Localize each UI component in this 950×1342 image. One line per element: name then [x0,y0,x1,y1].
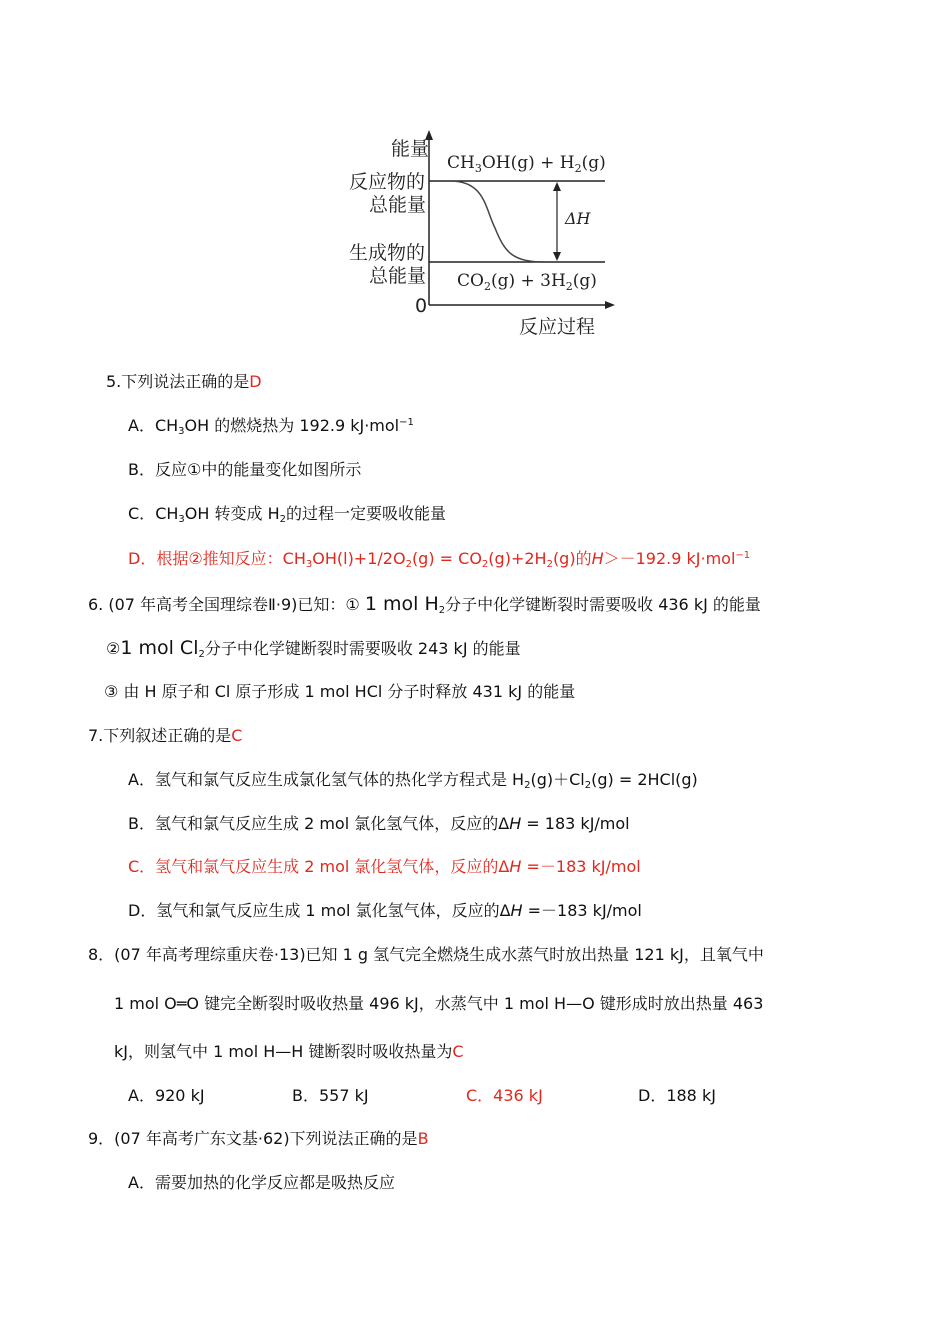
q7-stem: 7.下列叙述正确的是C [88,726,243,745]
q5-option-c: C．$CH_3OH$ 转变成 $H_2$的过程一定要吸收能量 [128,504,446,525]
reactant-formula: $CH_3OH(g) + H_2(g)$ [447,153,606,175]
q8-line-1: 8．(07 年高考理综重庆卷·13)已知 1 g 氢气完全燃烧生成水蒸气时放出热量 121 kJ，且氧气中 [88,945,764,964]
product-label-2: 总能量 [369,265,427,287]
q8-line-3: kJ，则氢气中 1 mol H—H 键断裂时吸收热量为C [114,1042,464,1061]
q8-answer: C [452,1042,464,1061]
q5-stem: 5.下列说法正确的是D [106,372,262,391]
q5-answer: D [249,372,262,391]
origin-label: 0 [415,295,428,317]
energy-diagram [345,128,645,343]
y-axis-label: 能量 [391,138,430,160]
product-label-1: 生成物的 [349,242,426,264]
q8-option-d: D．188 kJ [638,1086,716,1105]
q9-answer: B [417,1129,429,1148]
product-formula: $CO_2(g) + 3H_2(g)$ [457,271,597,293]
q5-option-d: D．根据②推知反应：$CH_3OH(l)+1/2O_2(g) = CO_2(g)+2H_2(g)$的H＞－192.9 kJ·mol$^{-1}$ [128,549,751,570]
delta-h-label: ΔH [565,209,591,228]
x-axis-label: 反应过程 [519,316,596,338]
q9-option-a: A．需要加热的化学反应都是吸热反应 [128,1173,395,1192]
q9-stem: 9．(07 年高考广东文基·62)下列说法正确的是B [88,1129,429,1148]
q7-option-d: D．氢气和氯气反应生成 1 mol 氯化氢气体，反应的ΔH =－183 kJ/mol [128,901,642,920]
q7-option-c: C．氢气和氯气反应生成 2 mol 氯化氢气体，反应的ΔH =－183 kJ/mol [128,857,641,876]
reactant-label-2: 总能量 [369,194,427,216]
q7-answer: C [231,726,243,745]
q7-option-b: B．氢气和氯气反应生成 2 mol 氯化氢气体，反应的ΔH = 183 kJ/mol [128,814,630,833]
reactant-label-1: 反应物的 [349,171,426,193]
q6-line-3: ③ 由 H 原子和 Cl 原子形成 1 mol HCl 分子时释放 431 kJ 的能量 [104,682,576,701]
q8-option-b: B．557 kJ [292,1086,369,1105]
reaction-curve [450,181,545,262]
x-axis-arrow [605,301,615,309]
q6-line-1: 6. (07 年高考全国理综卷Ⅱ·9)已知：① 1 mol $H_2$分子中化学键断裂时需要吸收 436 kJ 的能量 [88,593,761,616]
q6-line-2: ②1 mol $Cl_2$分子中化学键断裂时需要吸收 243 kJ 的能量 [106,637,521,660]
q7-option-a: A．氢气和氯气反应生成氯化氢气体的热化学方程式是 $H_2(g)+Cl_2(g) = 2HCl(g)$ [128,770,698,791]
q5-option-a: A．$CH_3OH$ 的燃烧热为 192.9 kJ·mol$^{-1}$ [128,416,414,437]
q8-option-a: A．920 kJ [128,1086,205,1105]
q8-line-2: 1 mol O═O 键完全断裂时吸收热量 496 kJ，水蒸气中 1 mol H—O 键形成时放出热量 463 [114,994,764,1013]
q8-option-c: C．436 kJ [466,1086,543,1105]
q5-option-b: B．反应①中的能量变化如图所示 [128,460,362,479]
